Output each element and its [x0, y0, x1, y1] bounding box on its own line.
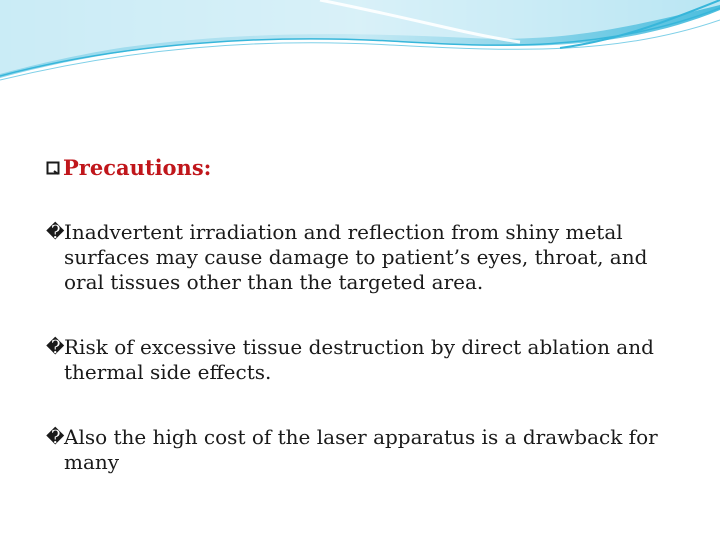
replacement-char-bullet-icon: �: [46, 337, 65, 358]
bullet-text: Inadvertent irradiation and reflection from shiny metal surfaces may cause damage to patient’s eyes, throat, and oral tissues other than the targeted area.: [64, 220, 648, 294]
replacement-char-bullet-icon: �: [46, 427, 65, 448]
bullet-item: [46, 335, 686, 385]
precautions-heading: [46, 155, 211, 180]
header-wave-decoration: [0, 0, 720, 90]
heading-text: Precautions:: [63, 155, 212, 180]
bullet-text: Also the high cost of the laser apparatus is a drawback for many: [64, 425, 658, 474]
replacement-char-bullet-icon: �: [46, 222, 65, 243]
bullet-item: [46, 425, 686, 475]
bullet-text: Risk of excessive tissue destruction by direct ablation and thermal side effects.: [64, 335, 654, 384]
bullet-item: [46, 220, 686, 295]
hollow-square-q-bullet-icon: [46, 161, 60, 175]
